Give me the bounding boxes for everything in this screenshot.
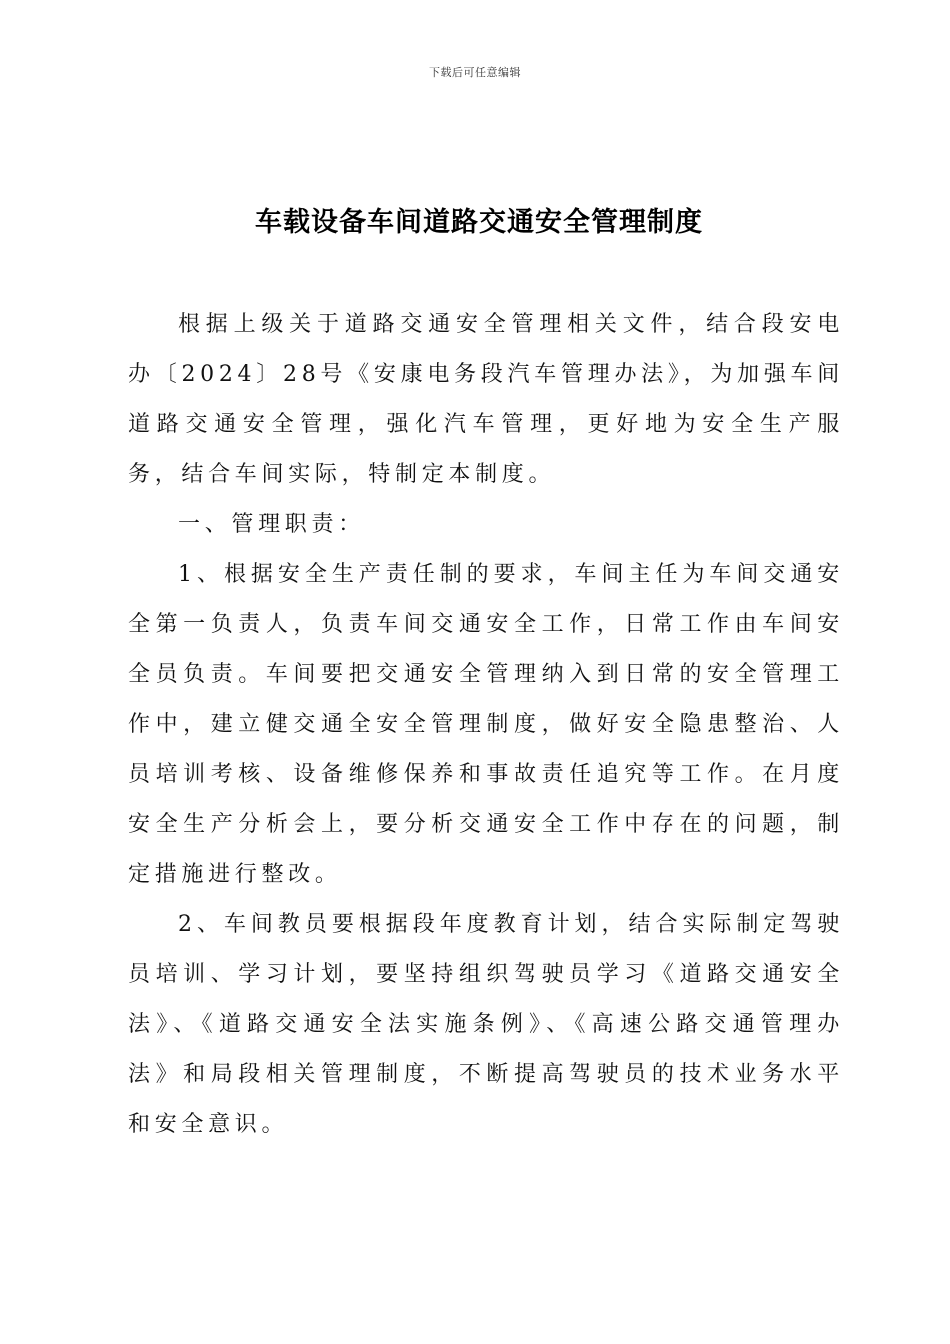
paragraph-duty-2: 2、车间教员要根据段年度教育计划，结合实际制定驾驶员培训、学习计划，要坚持组织驾驶员学习《道路交通安全法》、《道路交通安全法实施条例》、《高速公路交通管理办法》和局段相关管理制度，不断提高驾驶员的技术业务水平和安全意识。 [128, 912, 844, 1137]
section-heading-duties: 一、管理职责： [178, 512, 365, 537]
paragraph-duty-1: 1、根据安全生产责任制的要求，车间主任为车间交通安全第一负责人，负责车间交通安全工作，日常工作由车间安全员负责。车间要把交通安全管理纳入到日常的安全管理工作中，建立健交通全安全管理制度，做好安全隐患整治、人员培训考核、设备维修保养和事故责任追究等工作。在月度安全生产分析会上，要分析交通安全工作中存在的问题，制定措施进行整改。 [128, 562, 844, 887]
document-body [128, 300, 844, 1150]
header-note: 下载后可任意编辑 [429, 66, 521, 79]
document-title: 车载设备车间道路交通安全管理制度 [255, 207, 703, 238]
paragraph-intro: 根据上级关于道路交通安全管理相关文件，结合段安电办〔2024〕28号《安康电务段汽车管理办法》，为加强车间道路交通安全管理，强化汽车管理，更好地为安全生产服务，结合车间实际，特制定本制度。 [128, 312, 844, 487]
